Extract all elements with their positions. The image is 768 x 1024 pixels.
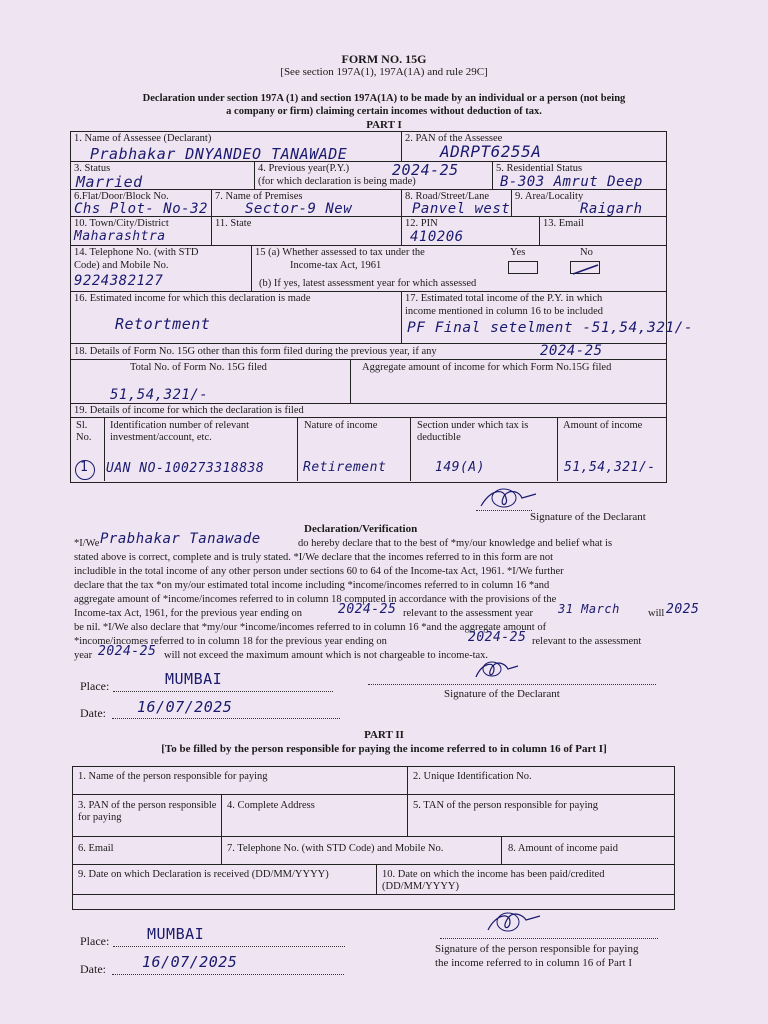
verification-line1-pre: *I/We: [74, 538, 100, 549]
payer-signature: [484, 906, 544, 938]
field15-yes-label: Yes: [510, 247, 526, 258]
verification-line9-year: 2024-25: [98, 644, 157, 659]
verification-line6-ay: 31 March: [558, 602, 620, 616]
field4-label: 4. Previous year(P.Y.): [258, 163, 350, 174]
signature-line-1: [476, 510, 532, 511]
field14-label-1: 14. Telephone No. (with STD: [74, 247, 199, 258]
field18-year: 2024-25: [540, 343, 603, 359]
verification-line9-pre: year: [74, 650, 93, 661]
field7-label: 7. Name of Premises: [215, 191, 303, 202]
part2-signature-label-1: Signature of the person responsible for paying: [435, 943, 639, 955]
part2-subheading: [To be filled by the person responsible for paying the income referred to in column 16 of Part I]: [161, 743, 607, 755]
field13-label: 13. Email: [543, 218, 584, 229]
row-divider: [72, 864, 674, 865]
part2-col6-label: 6. Email: [78, 843, 114, 854]
field7-value: Sector-9 New: [245, 201, 353, 217]
field14-label-2: Code) and Mobile No.: [74, 260, 169, 271]
field15b-label: (b) If yes, latest assessment year for which assessed: [259, 278, 477, 289]
col-divider: [297, 417, 298, 481]
signature-line-3: [440, 938, 658, 939]
verification-line6-pre: Income-tax Act, 1961, for the previous year ending on: [74, 608, 303, 619]
field15a-label-2: Income-tax Act, 1961: [290, 260, 382, 271]
part2-place-value: MUMBAI: [147, 925, 205, 943]
field18-value: 51,54,321/-: [110, 387, 209, 403]
verification-line6-year: 2024-25: [338, 602, 397, 617]
col-divider: [557, 417, 558, 481]
part2-col10-label: 10. Date on which the income has been paid/credited (DD/MM/YYYY): [382, 869, 605, 892]
declaration-heading-1: Declaration under section 197A (1) and section 197A(1A) to be made by an individual or a person (not being: [142, 93, 626, 104]
col-divider: [401, 131, 402, 161]
verification-date-label: Date:: [80, 706, 106, 720]
verification-date-value: 16/07/2025: [137, 698, 233, 716]
field17-label-2: income mentioned in column 16 to be included: [405, 306, 603, 317]
row-divider: [70, 291, 666, 292]
field4-value: 2024-25: [392, 161, 459, 179]
row-divider: [72, 894, 674, 895]
row-divider: [70, 403, 666, 404]
checkmark-icon: [571, 264, 599, 275]
verification-line8-year: 2024-25: [468, 630, 527, 645]
col-divider: [511, 189, 512, 217]
col-divider: [539, 216, 540, 245]
col-divider: [410, 417, 411, 481]
field1-value: Prabhakar DNYANDEO TANAWADE: [90, 145, 348, 163]
form-subtitle: [See section 197A(1), 197A(1A) and rule 29C]: [280, 66, 488, 78]
verification-line7: be nil. *I/We also declare that *my/our *income/incomes referred to in column 16 *and the aggregate amount of: [74, 622, 547, 633]
verification-line1-post: do hereby declare that to the best of *my/our knowledge and belief what is: [298, 538, 613, 549]
verification-signature-label: Signature of the Declarant: [444, 688, 560, 700]
verification-line8-post: relevant to the assessment: [532, 636, 642, 647]
field4-sublabel: (for which declaration is being made): [258, 176, 416, 187]
row-divider: [70, 417, 666, 418]
signature-line-2: [368, 684, 656, 685]
field9-label: 9. Area/Locality: [515, 191, 584, 202]
verification-line5: aggregate amount of *income/incomes referred to in column 18 computed in accordance with the provisions of the: [74, 594, 557, 605]
col-divider: [492, 161, 493, 189]
part2-col8-label: 8. Amount of income paid: [508, 843, 618, 854]
field17-value: PF Final setelment -51,54,321/-: [407, 320, 694, 336]
col-divider: [401, 189, 402, 245]
verification-heading: Declaration/Verification: [304, 523, 418, 535]
col-divider: [104, 417, 105, 481]
field10-value: Maharashtra: [74, 229, 166, 244]
field19-row-nature: Retirement: [303, 460, 387, 475]
part1-signature-label: Signature of the Declarant: [530, 511, 646, 523]
field15a-label-1: 15 (a) Whether assessed to tax under the: [255, 247, 425, 258]
field15-no-label: No: [580, 247, 593, 258]
field3-value: Married: [76, 173, 143, 191]
field19-row-amount: 51,54,321/-: [564, 460, 656, 475]
place-line: [113, 691, 333, 692]
col-divider: [221, 794, 222, 864]
field11-label: 11. State: [215, 218, 252, 229]
part2-date-label: Date:: [80, 962, 106, 976]
field19-row-section: 149(A): [435, 460, 485, 475]
part2-signature-label-2: the income referred to in column 16 of Part I: [435, 957, 633, 969]
field12-value: 410206: [410, 229, 464, 245]
field16-label: 16. Estimated income for which this declaration is made: [74, 293, 311, 304]
field19-header-id: Identification number of relevant investment/account, etc.: [110, 420, 250, 443]
verification-line4: declare that the tax *on my/our estimated total income including *income/incomes referred to in column 16 *and: [74, 580, 550, 591]
date-line: [112, 974, 344, 975]
part2-col4-label: 4. Complete Address: [227, 800, 315, 811]
part2-place-label: Place:: [80, 934, 110, 948]
part2-heading: PART II: [364, 729, 404, 741]
field9-value: Raigarh: [580, 201, 643, 217]
col-divider: [407, 766, 408, 836]
row-divider: [72, 836, 674, 837]
field6-value: Chs Plot- No-32: [74, 201, 208, 217]
field17-label-1: 17. Estimated total income of the P.Y. in which: [405, 293, 603, 304]
field2-label: 2. PAN of the Assessee: [405, 133, 503, 144]
col-divider: [211, 189, 212, 245]
field1-label: 1. Name of Assessee (Declarant): [74, 133, 212, 144]
part2-col9-label: 9. Date on which Declaration is received (DD/MM/YYYY): [78, 869, 329, 880]
place-line: [113, 946, 345, 947]
col-divider: [401, 291, 402, 343]
field3-label: 3. Status: [74, 163, 111, 174]
field5-value: B-303 Amrut Deep: [500, 174, 643, 190]
field19-header-section: Section under which tax is deductible: [417, 420, 529, 443]
field19-header-amount: Amount of income: [563, 420, 643, 431]
verification-line8-pre: *income/incomes referred to in column 18 for the previous year ending on: [74, 636, 387, 647]
col-divider: [350, 359, 351, 403]
field5-label: 5. Residential Status: [496, 163, 583, 174]
verification-place-value: MUMBAI: [165, 670, 223, 688]
part2-col5-label: 5. TAN of the person responsible for paying: [413, 800, 599, 811]
field19-header-slno: Sl. No.: [76, 420, 92, 443]
col-divider: [501, 836, 502, 864]
declarant-handwritten-name: Prabhakar Tanawade: [100, 531, 261, 547]
part2-col1-label: 1. Name of the person responsible for paying: [78, 771, 268, 782]
row-divider: [72, 794, 674, 795]
verification-line3: includible in the total income of any other person under sections 60 to 64 of the Income-tax Act, 1961. *I/We further: [74, 566, 564, 577]
part2-col2-label: 2. Unique Identification No.: [413, 771, 532, 782]
declarant-signature-2: [472, 657, 522, 683]
verification-line9-post: will not exceed the maximum amount which is not chargeable to income-tax.: [164, 650, 489, 661]
field18-col1-header: Total No. of Form No. 15G filed: [130, 362, 267, 373]
verification-line6-mid: relevant to the assessment year: [403, 608, 534, 619]
field19-row-slno: 1: [80, 460, 89, 475]
col-divider: [376, 864, 377, 894]
field8-value: Panvel west: [412, 201, 511, 217]
field19-header-nature: Nature of income: [304, 420, 378, 431]
col-divider: [254, 161, 255, 189]
field16-value: Retortment: [115, 315, 211, 333]
field8-label: 8. Road/Street/Lane: [405, 191, 489, 202]
field14-value: 9224382127: [74, 273, 164, 289]
field19-label: 19. Details of income for which the declaration is filed: [74, 405, 304, 416]
verification-line6-post: will: [648, 608, 665, 619]
col-divider: [251, 245, 252, 291]
field19-row-id: UAN NO-100273318838: [106, 461, 265, 476]
field6-label: 6.Flat/Door/Block No.: [74, 191, 169, 202]
field18-label: 18. Details of Form No. 15G other than this form filed during the previous year, if any: [74, 346, 437, 357]
verification-line6-ay-year: 2025: [666, 602, 700, 617]
field10-label: 10. Town/City/District: [74, 218, 169, 229]
part2-col7-label: 7. Telephone No. (with STD Code) and Mobile No.: [227, 843, 444, 854]
declaration-heading-2: a company or firm) claiming certain incomes without deduction of tax.: [226, 106, 542, 117]
verification-line2: stated above is correct, complete and is truly stated. *I/We declare that the incomes referred to in this form are not: [74, 552, 554, 563]
date-line: [112, 718, 340, 719]
row-divider: [70, 245, 666, 246]
field15-yes-checkbox[interactable]: [508, 261, 538, 274]
row-divider: [70, 359, 666, 360]
verification-place-label: Place:: [80, 679, 110, 693]
field12-label: 12. PIN: [405, 218, 438, 229]
field2-value: ADRPT6255A: [440, 142, 542, 161]
declarant-signature-1: [476, 484, 544, 512]
field18-col2-header: Aggregate amount of income for which Form No.15G filed: [362, 362, 612, 373]
part1-heading: PART I: [366, 119, 402, 131]
part2-col3-label: 3. PAN of the person responsible for paying: [78, 800, 217, 823]
field15-no-checkbox[interactable]: [570, 261, 600, 274]
part2-date-value: 16/07/2025: [142, 953, 238, 971]
form-title: FORM NO. 15G: [341, 52, 427, 66]
